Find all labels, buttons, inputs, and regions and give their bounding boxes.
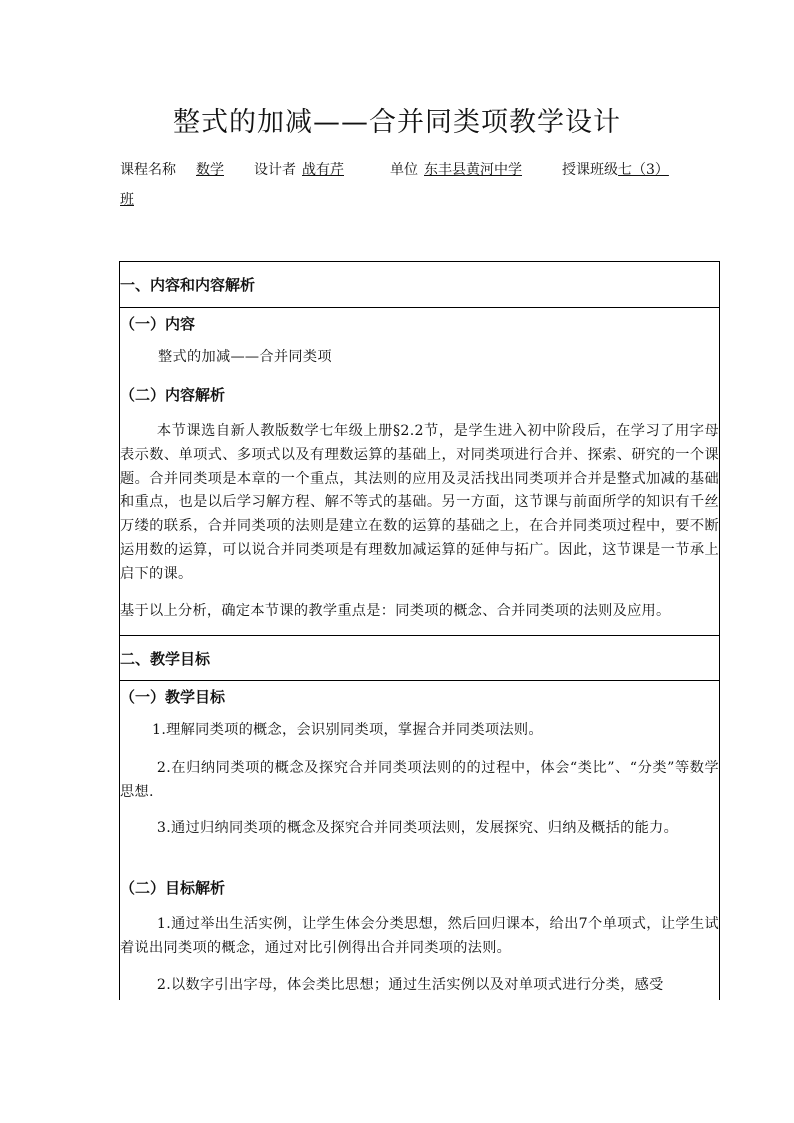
lesson-table	[119, 261, 720, 1000]
course-label: 课程名称	[120, 162, 176, 178]
section-1-title: 一、内容和内容解析	[120, 276, 256, 294]
sub-heading-content: （一）内容	[120, 315, 196, 333]
designer-value: 战有芹	[302, 162, 344, 178]
unit-label: 单位	[390, 162, 418, 178]
goal-analysis-item: 2.以数字引出字母，体会类比思想；通过生活实例以及对单项式进行分类，感受	[156, 977, 664, 993]
content-text: 整式的加减——合并同类项	[158, 349, 332, 365]
content-analysis-paragraph: 本节课选自新人教版数学七年级上册§2.2节，是学生进入初中阶段后，在学习了用字母表示数、单项式、多项式以及有理数运算的基础上，对同类项进行合并、探索、研究的一个课题。合并同类项是本章的一个重点，其法则的应用及灵活找出同类项并合并是整式加减的基础和重点，也是以后学习解方程、解不等式的基础。另一方面，这节课与前面所学的知识有千丝万缕的联系，合并同类项的法则是建立在数的运算的基础之上，在合并同类项过程中，要不断运用数的运算，可以说合并同类项是有理数加减运算的延伸与拓广。因此，这节课是一节承上启下的课。	[120, 423, 719, 582]
section-1-row	[120, 262, 719, 307]
section-2-row	[120, 635, 719, 680]
goal-analysis-item: 1.通过举出生活实例，让学生体会分类思想，然后回归课本，给出7个单项式，让学生试着说出同类项的概念，通过对比引例得出合并同类项的法则。	[120, 916, 719, 956]
sub-heading-content-analysis: （二）内容解析	[120, 386, 226, 404]
section-2-body	[120, 680, 719, 1000]
unit-value: 东丰县黄河中学	[424, 162, 522, 178]
class-tail: 班	[120, 192, 134, 208]
page-title: 整式的加减——合并同类项教学设计	[173, 107, 621, 138]
designer-label: 设计者	[254, 162, 296, 178]
class-value: 七（3）	[618, 162, 669, 178]
goal-item: 3.通过归纳同类项的概念及探究合并同类项法则，发展探究、归纳及概括的能力。	[156, 820, 679, 836]
class-label: 授课班级	[562, 162, 618, 178]
meta-line	[120, 160, 677, 180]
sub-heading-goal-analysis: （二）目标解析	[120, 879, 226, 897]
sub-heading-goals: （一）教学目标	[120, 688, 226, 706]
section-2-title: 二、教学目标	[120, 650, 211, 668]
meta-line-continued	[120, 190, 134, 210]
goal-item: 2.在归纳同类项的概念及探究合并同类项法则的的过程中，体会“类比”、“分类”等数学思想.	[120, 760, 719, 800]
key-points-paragraph: 基于以上分析，确定本节课的教学重点是：同类项的概念、合并同类项的法则及应用。	[120, 603, 671, 619]
goal-item: 1.理解同类项的概念，会识别同类项，掌握合并同类项法则。	[152, 722, 543, 738]
course-value: 数学	[196, 162, 224, 178]
section-1-body	[120, 307, 719, 635]
